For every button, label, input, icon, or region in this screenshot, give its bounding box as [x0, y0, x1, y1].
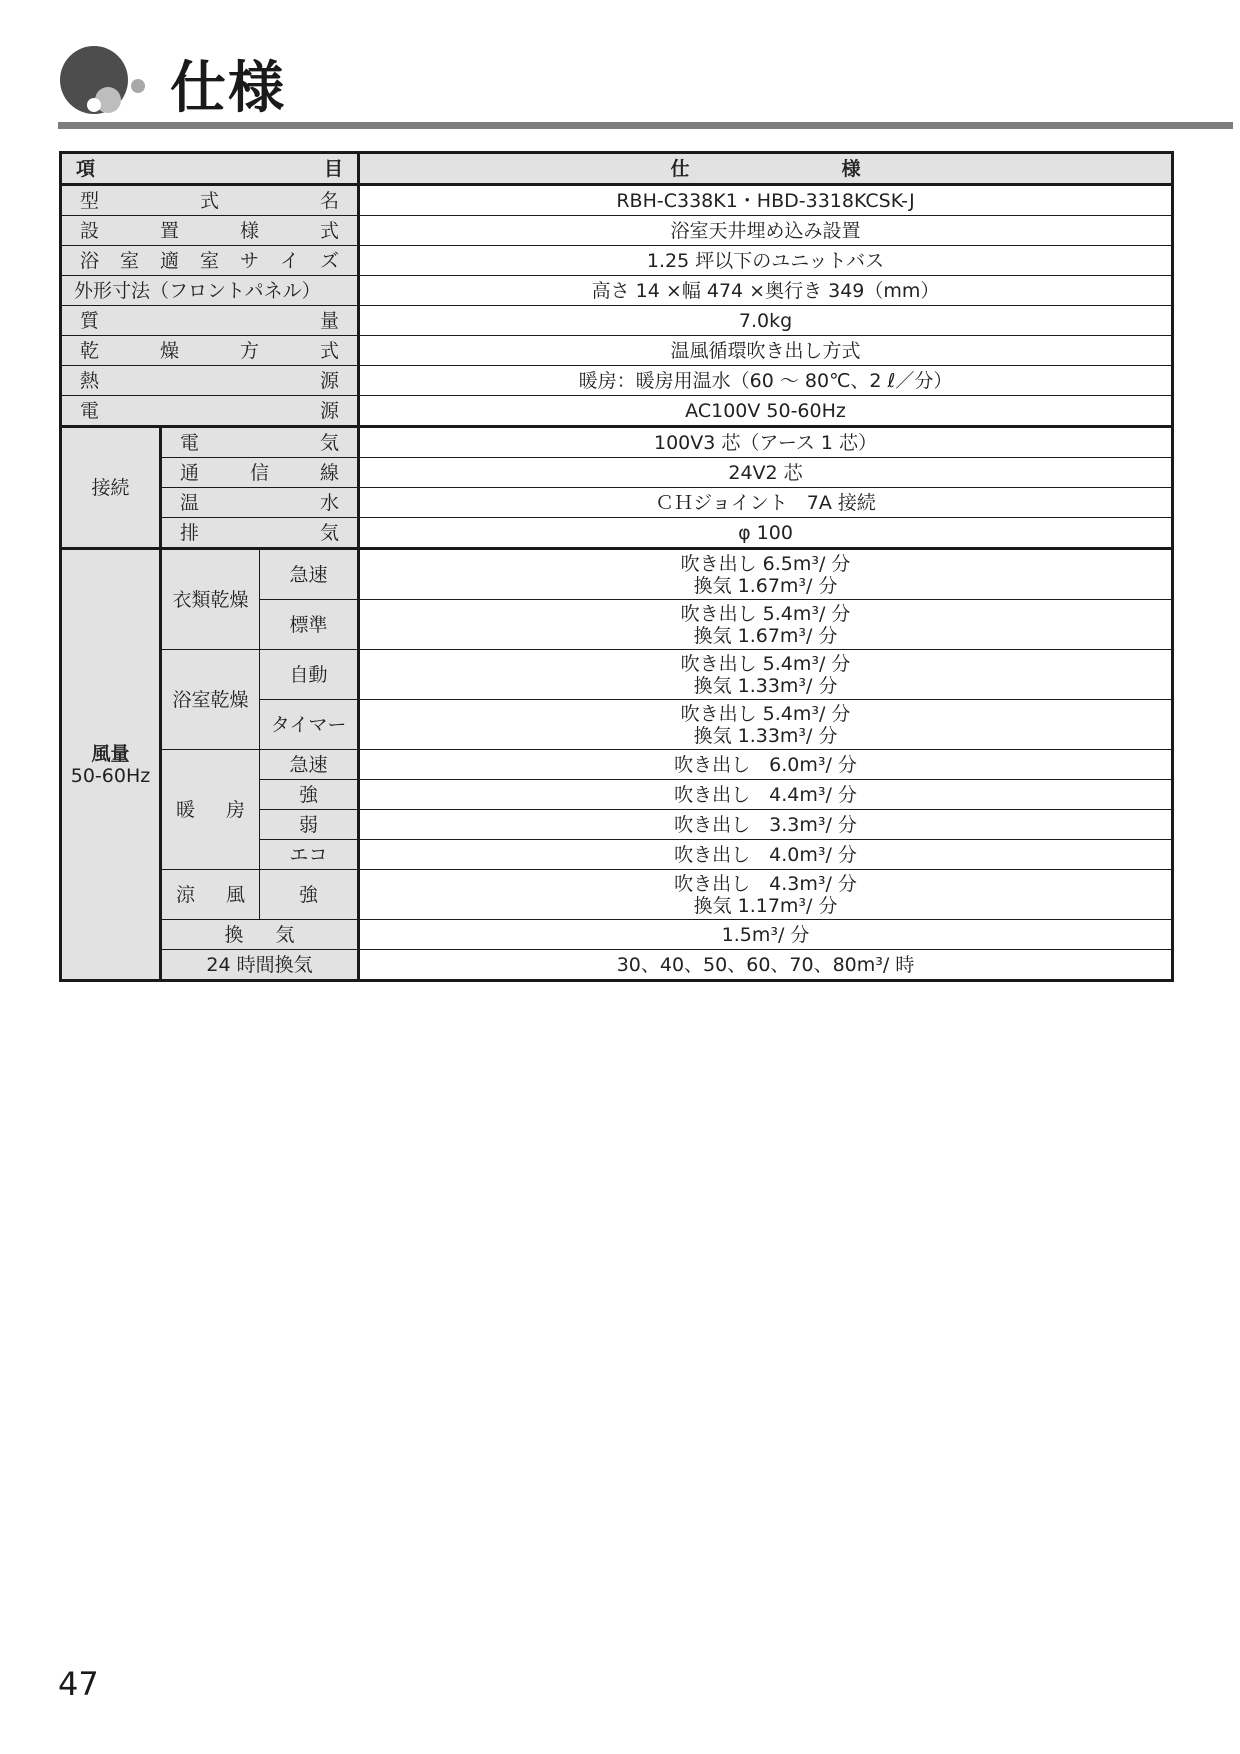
- airflow-value: 吹き出し 5.4m³/ 分 換気 1.33m³/ 分: [359, 650, 1173, 700]
- mode-label: 弱: [260, 810, 359, 840]
- table-row: [61, 920, 1173, 950]
- mode-label: 自動: [260, 650, 359, 700]
- conn-value-hot-water: ＣＨジョイント 7A 接続: [359, 488, 1173, 518]
- mode-label: 強: [260, 870, 359, 920]
- table-row: [61, 396, 1173, 427]
- page-number: 47: [58, 1665, 99, 1703]
- conn-label-hot-water: 温 水: [161, 488, 359, 518]
- sub-label-clothes: 衣類乾燥: [161, 549, 260, 650]
- table-row: [61, 518, 1173, 549]
- row-value-model: RBH-C338K1・HBD-3318KCSK-J: [359, 185, 1173, 216]
- table-row: [61, 366, 1173, 396]
- mode-label: 急速: [260, 549, 359, 600]
- row-label-install: 設 置 様 式: [61, 216, 359, 246]
- header-item: 項 目: [61, 153, 359, 185]
- header-spec: 仕 様: [359, 153, 1173, 185]
- sub-label-ventilation: 換 気: [161, 920, 359, 950]
- airflow-value: 吹き出し 3.3m³/ 分: [359, 810, 1173, 840]
- table-row: [61, 950, 1173, 981]
- spec-table: [59, 151, 1174, 982]
- conn-label-signal: 通 信 線: [161, 458, 359, 488]
- mode-label: 強: [260, 780, 359, 810]
- airflow-value: 30、40、50、60、70、80m³/ 時: [359, 950, 1173, 981]
- header-rule: [58, 122, 1233, 129]
- airflow-value: 吹き出し 6.0m³/ 分: [359, 750, 1173, 780]
- conn-value-electric: 100V3 芯（アース 1 芯）: [359, 427, 1173, 458]
- row-label-room-size: 浴 室 適 室 サ イ ズ: [61, 246, 359, 276]
- table-row: [61, 185, 1173, 216]
- section-bullet-icon: [58, 42, 158, 122]
- mode-label: タイマー: [260, 700, 359, 750]
- table-row: [61, 246, 1173, 276]
- sub-label-ventilation-24h: 24 時間換気: [161, 950, 359, 981]
- sub-label-bath: 浴室乾燥: [161, 650, 260, 750]
- row-label-weight: 質 量: [61, 306, 359, 336]
- table-row: [61, 336, 1173, 366]
- table-row: [61, 458, 1173, 488]
- row-label-heat-source: 熱 源: [61, 366, 359, 396]
- table-row: [61, 488, 1173, 518]
- row-value-heat-source: 暖房：暖房用温水（60 ～ 80℃、2 ℓ／分）: [359, 366, 1173, 396]
- sub-label-heating: 暖 房: [161, 750, 260, 870]
- row-value-drying-method: 温風循環吹き出し方式: [359, 336, 1173, 366]
- conn-label-electric: 電 気: [161, 427, 359, 458]
- row-value-install: 浴室天井埋め込み設置: [359, 216, 1173, 246]
- row-label-dimensions: 外形寸法（フロントパネル）: [61, 276, 359, 306]
- mode-label: 標準: [260, 600, 359, 650]
- airflow-value: 吹き出し 5.4m³/ 分 換気 1.67m³/ 分: [359, 600, 1173, 650]
- row-value-room-size: 1.25 坪以下のユニットバス: [359, 246, 1173, 276]
- group-label-connection: 接続: [61, 427, 161, 549]
- table-row: [61, 870, 1173, 920]
- airflow-value: 吹き出し 4.4m³/ 分: [359, 780, 1173, 810]
- group-label-airflow: 風量 50-60Hz: [61, 549, 161, 981]
- airflow-value: 吹き出し 5.4m³/ 分 換気 1.33m³/ 分: [359, 700, 1173, 750]
- row-value-weight: 7.0kg: [359, 306, 1173, 336]
- conn-value-signal: 24V2 芯: [359, 458, 1173, 488]
- table-row: [61, 216, 1173, 246]
- airflow-value: 吹き出し 4.3m³/ 分 換気 1.17m³/ 分: [359, 870, 1173, 920]
- sub-label-cool: 涼 風: [161, 870, 260, 920]
- table-row: [61, 549, 1173, 600]
- row-label-power: 電 源: [61, 396, 359, 427]
- table-row: [61, 276, 1173, 306]
- airflow-value: 吹き出し 6.5m³/ 分 換気 1.67m³/ 分: [359, 549, 1173, 600]
- table-row: [61, 427, 1173, 458]
- table-row: [61, 306, 1173, 336]
- row-label-drying-method: 乾 燥 方 式: [61, 336, 359, 366]
- airflow-value: 1.5m³/ 分: [359, 920, 1173, 950]
- mode-label: 急速: [260, 750, 359, 780]
- mode-label: エコ: [260, 840, 359, 870]
- table-row: [61, 650, 1173, 700]
- conn-label-exhaust: 排 気: [161, 518, 359, 549]
- airflow-value: 吹き出し 4.0m³/ 分: [359, 840, 1173, 870]
- conn-value-exhaust: φ 100: [359, 518, 1173, 549]
- page-header: [58, 40, 1233, 130]
- table-row: [61, 750, 1173, 780]
- table-header-row: [61, 153, 1173, 185]
- row-value-power: AC100V 50-60Hz: [359, 396, 1173, 427]
- row-value-dimensions: 高さ 14 ×幅 474 ×奥行き 349（mm）: [359, 276, 1173, 306]
- page-title: 仕様: [170, 56, 286, 121]
- row-label-model: 型 式 名: [61, 185, 359, 216]
